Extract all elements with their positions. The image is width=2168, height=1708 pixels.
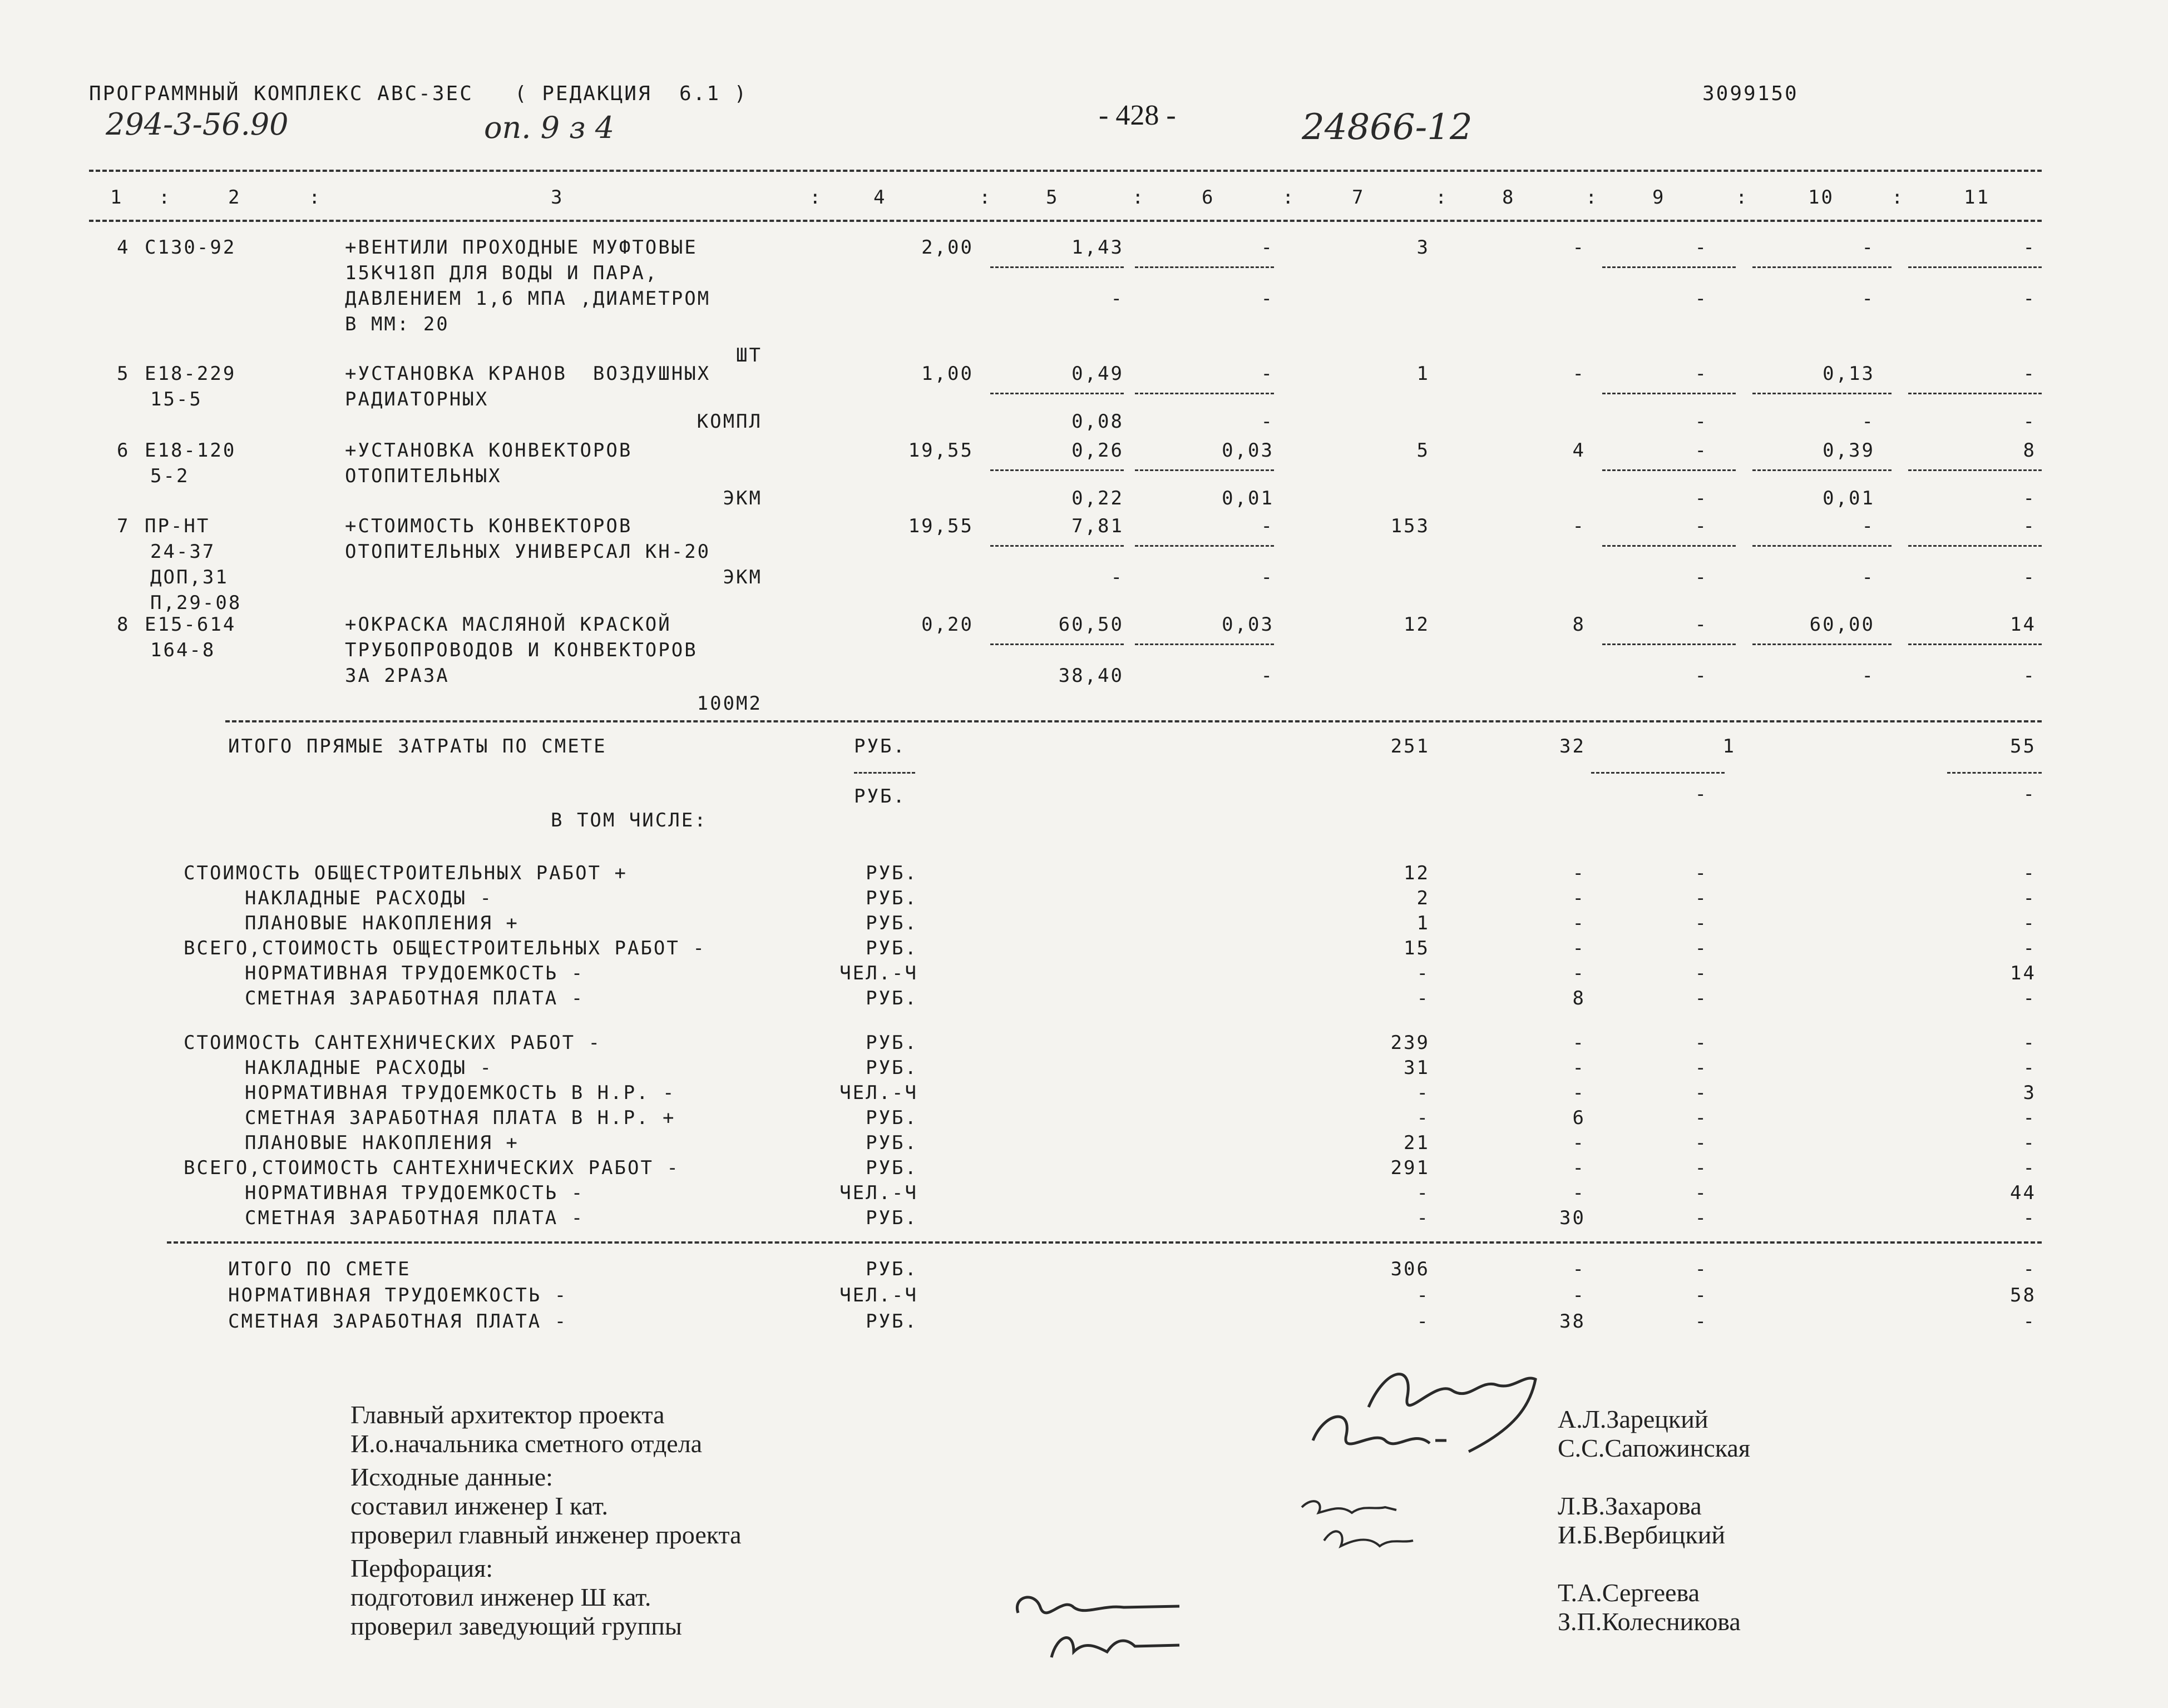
- row-c5-lower: 38,40: [1058, 665, 1124, 687]
- row-quantity: 0,20: [921, 613, 974, 636]
- row-c5: 0,26: [1071, 439, 1124, 462]
- total-direct-c9: 1: [1722, 735, 1736, 758]
- summary-c9: -: [1695, 1107, 1708, 1129]
- row-c6-separator: [1135, 393, 1274, 394]
- summary-label: СМЕТНАЯ ЗАРАБОТНАЯ ПЛАТА -: [245, 987, 585, 1009]
- summary-unit: ЧЕЛ.-Ч: [839, 1082, 918, 1104]
- row-c5-separator: [990, 393, 1124, 394]
- summary-unit: РУБ.: [866, 1107, 918, 1129]
- signature-chief-architect: [1302, 1346, 1558, 1468]
- row-code: Е18-120: [145, 439, 236, 462]
- summary-unit: РУБ.: [866, 912, 918, 934]
- row-c6: -: [1261, 363, 1274, 385]
- row-c6: -: [1261, 515, 1274, 537]
- name-verbitsky: И.Б.Вербицкий: [1558, 1521, 1725, 1549]
- row-c9: -: [1695, 363, 1708, 385]
- summary-label: ПЛАНОВЫЕ НАКОПЛЕНИЯ +: [245, 1132, 519, 1154]
- row-c7: 1: [1416, 363, 1430, 385]
- header-rule: [89, 220, 2042, 222]
- row-c9: -: [1695, 515, 1708, 537]
- row-c8: -: [1572, 515, 1586, 537]
- summary-c9: -: [1695, 1207, 1708, 1229]
- summary-c8: -: [1572, 937, 1586, 959]
- row-c8: -: [1572, 236, 1586, 259]
- signature-sergeeva: [1001, 1574, 1191, 1669]
- column-header-3: 3: [551, 186, 564, 209]
- summary-unit: РУБ.: [866, 937, 918, 959]
- program-title: ПРОГРАММНЫЙ КОМПЛЕКС АВС-ЗЕС ( РЕДАКЦИЯ 6.1 ): [89, 82, 748, 105]
- row-c9: -: [1695, 439, 1708, 462]
- summary-label: ВСЕГО,СТОИМОСТЬ САНТЕХНИЧЕСКИХ РАБОТ -: [184, 1157, 680, 1179]
- row-number: 8: [117, 613, 130, 636]
- total-direct-unit: РУБ.: [854, 735, 906, 758]
- total-direct-c9b: -: [1695, 783, 1708, 805]
- final-summary-rule: [167, 1241, 2042, 1244]
- row-c6-separator: [1135, 545, 1274, 547]
- row-description: В ММ: 20: [345, 313, 450, 335]
- summary-c9: -: [1695, 962, 1708, 984]
- name-sapozhinskaya: С.С.Сапожинская: [1558, 1434, 1750, 1462]
- column-header-6: 6: [1202, 186, 1215, 209]
- row-c10-separator: [1752, 393, 1892, 394]
- row-c10-lower: 0,01: [1823, 487, 1875, 509]
- summary-unit: РУБ.: [866, 987, 918, 1009]
- summary-c7: -: [1416, 962, 1430, 984]
- row-unit: ШТ: [736, 344, 762, 367]
- summary-c7: -: [1416, 1107, 1430, 1129]
- summary-c9: -: [1695, 937, 1708, 959]
- row-c10-lower: -: [1861, 288, 1875, 310]
- row-c6-separator: [1135, 643, 1274, 645]
- total-direct-c7: 251: [1390, 735, 1430, 758]
- summary-c11: 3: [2023, 1082, 2036, 1104]
- row-c11-separator: [1908, 393, 2042, 394]
- total-direct-c11b: -: [2023, 783, 2036, 805]
- title-compiled-by: составил инженер I кат.: [350, 1492, 609, 1520]
- row-code: 164-8: [150, 639, 216, 661]
- summary-label: ИТОГО ПО СМЕТЕ: [228, 1258, 411, 1280]
- row-description: ЗА 2РАЗА: [345, 665, 450, 687]
- summary-c9: -: [1695, 1057, 1708, 1079]
- row-code: Е18-229: [145, 363, 236, 385]
- row-c9-separator: [1602, 266, 1736, 268]
- row-c6-lower: -: [1261, 566, 1274, 588]
- top-rule: [89, 170, 2042, 172]
- total-direct-unit-2: РУБ.: [854, 785, 906, 808]
- summary-c9: -: [1695, 987, 1708, 1009]
- row-c11-lower: -: [2023, 288, 2036, 310]
- row-c5-lower: -: [1110, 566, 1124, 588]
- total-direct-c8: 32: [1559, 735, 1586, 758]
- summary-c7: -: [1416, 1284, 1430, 1306]
- row-c11: -: [2023, 515, 2036, 537]
- row-c6-lower: -: [1261, 665, 1274, 687]
- row-c9-separator: [1602, 393, 1736, 394]
- summary-unit: ЧЕЛ.-Ч: [839, 962, 918, 984]
- summary-c9: -: [1695, 912, 1708, 934]
- row-unit: ЭКМ: [723, 487, 762, 509]
- summary-unit: РУБ.: [866, 1057, 918, 1079]
- row-c9-separator: [1602, 469, 1736, 471]
- title-checked-by-group-head: проверил заведующий группы: [350, 1612, 682, 1640]
- row-c10-separator: [1752, 545, 1892, 547]
- row-c10: -: [1861, 236, 1875, 259]
- total-direct-c9-separator: [1591, 772, 1725, 774]
- row-quantity: 1,00: [921, 363, 974, 385]
- row-description: ДАВЛЕНИЕМ 1,6 МПА ,ДИАМЕТРОМ: [345, 288, 711, 310]
- row-description: +ОКРАСКА МАСЛЯНОЙ КРАСКОЙ: [345, 613, 671, 636]
- column-separator: :: [1282, 186, 1296, 209]
- column-header-1: 1: [110, 186, 124, 209]
- row-c10: 0,13: [1823, 363, 1875, 385]
- title-checked-by-chief-engineer: проверил главный инженер проекта: [350, 1521, 742, 1549]
- document-id: 3099150: [1702, 82, 1799, 105]
- summary-unit: РУБ.: [866, 1132, 918, 1154]
- row-c9-separator: [1602, 643, 1736, 645]
- summary-c8: -: [1572, 1258, 1586, 1280]
- summary-unit: РУБ.: [866, 1258, 918, 1280]
- row-code: 15-5: [150, 388, 203, 410]
- row-c5-separator: [990, 469, 1124, 471]
- sheet-ref-handwritten: оп. 9 з 4: [484, 110, 615, 145]
- summary-label: НОРМАТИВНАЯ ТРУДОЕМКОСТЬ -: [228, 1284, 568, 1306]
- row-description: ОТОПИТЕЛЬНЫХ УНИВЕРСАЛ КН-20: [345, 541, 711, 563]
- summary-c7: 15: [1404, 937, 1430, 959]
- summary-c7: -: [1416, 1082, 1430, 1104]
- summary-unit: ЧЕЛ.-Ч: [839, 1284, 918, 1306]
- summary-c11: -: [2023, 1032, 2036, 1054]
- row-c5-separator: [990, 643, 1124, 645]
- row-c5: 0,49: [1071, 363, 1124, 385]
- row-c11-separator: [1908, 266, 2042, 268]
- summary-c8: -: [1572, 962, 1586, 984]
- row-description: +УСТАНОВКА КОНВЕКТОРОВ: [345, 439, 633, 462]
- summary-c7: 31: [1404, 1057, 1430, 1079]
- summary-c11: -: [2023, 887, 2036, 909]
- row-description: 15КЧ18П ДЛЯ ВОДЫ И ПАРА,: [345, 262, 659, 284]
- summary-c11: -: [2023, 912, 2036, 934]
- row-c11: -: [2023, 363, 2036, 385]
- summary-c7: -: [1416, 1310, 1430, 1333]
- summary-c7: -: [1416, 1182, 1430, 1204]
- total-direct-c11: 55: [2010, 735, 2036, 758]
- summary-c7: -: [1416, 987, 1430, 1009]
- page-number: - 428 -: [1099, 100, 1176, 131]
- summary-unit: РУБ.: [866, 1310, 918, 1333]
- signature-zakharova: [1291, 1479, 1458, 1563]
- row-c9-lower: -: [1695, 566, 1708, 588]
- column-header-9: 9: [1652, 186, 1666, 209]
- row-c9-lower: -: [1695, 487, 1708, 509]
- summary-label: ПЛАНОВЫЕ НАКОПЛЕНИЯ +: [245, 912, 519, 934]
- column-separator: :: [979, 186, 992, 209]
- column-header-10: 10: [1808, 186, 1834, 209]
- summary-label: НОРМАТИВНАЯ ТРУДОЕМКОСТЬ В Н.Р. -: [245, 1082, 676, 1104]
- row-code: Е15-614: [145, 613, 236, 636]
- row-c7: 3: [1416, 236, 1430, 259]
- row-c10-lower: -: [1861, 410, 1875, 433]
- total-direct-label: ИТОГО ПРЯМЫЕ ЗАТРАТЫ ПО СМЕТЕ: [228, 735, 607, 758]
- row-c5-separator: [990, 266, 1124, 268]
- row-c5-lower: 0,08: [1071, 410, 1124, 433]
- summary-unit: РУБ.: [866, 1207, 918, 1229]
- row-code: 24-37: [150, 541, 216, 563]
- row-c6: 0,03: [1222, 613, 1274, 636]
- summary-c9: -: [1695, 1082, 1708, 1104]
- row-c6-separator: [1135, 469, 1274, 471]
- summary-c11: -: [2023, 1207, 2036, 1229]
- column-separator: :: [1892, 186, 1905, 209]
- summary-unit: РУБ.: [866, 887, 918, 909]
- summary-c9: -: [1695, 1284, 1708, 1306]
- summary-c9: -: [1695, 862, 1708, 884]
- row-c5-lower: -: [1110, 288, 1124, 310]
- row-c11-separator: [1908, 469, 2042, 471]
- row-c5: 60,50: [1058, 613, 1124, 636]
- summary-c11: -: [2023, 1310, 2036, 1333]
- row-number: 5: [117, 363, 130, 385]
- title-prepared-by: подготовил инженер Ш кат.: [350, 1583, 651, 1611]
- row-c9-lower: -: [1695, 665, 1708, 687]
- summary-label: СМЕТНАЯ ЗАРАБОТНАЯ ПЛАТА В Н.Р. +: [245, 1107, 676, 1129]
- row-description: +СТОИМОСТЬ КОНВЕКТОРОВ: [345, 515, 633, 537]
- row-description: ТРУБОПРОВОДОВ И КОНВЕКТОРОВ: [345, 639, 698, 661]
- row-c9: -: [1695, 613, 1708, 636]
- row-c10-separator: [1752, 469, 1892, 471]
- row-c11-separator: [1908, 643, 2042, 645]
- row-quantity: 19,55: [908, 515, 974, 537]
- row-c11-separator: [1908, 545, 2042, 547]
- row-c5-lower: 0,22: [1071, 487, 1124, 509]
- row-c10: 60,00: [1809, 613, 1875, 636]
- summary-unit: РУБ.: [866, 1032, 918, 1054]
- row-c11: 14: [2010, 613, 2036, 636]
- column-header-5: 5: [1046, 186, 1059, 209]
- column-separator: :: [1586, 186, 1599, 209]
- row-quantity: 19,55: [908, 439, 974, 462]
- name-sergeeva: Т.А.Сергеева: [1558, 1578, 1700, 1607]
- row-c10-separator: [1752, 266, 1892, 268]
- row-c7: 153: [1390, 515, 1430, 537]
- row-c9-separator: [1602, 545, 1736, 547]
- summary-c8: -: [1572, 1082, 1586, 1104]
- title-perforation: Перфорация:: [350, 1554, 493, 1582]
- body-end-rule: [225, 720, 2042, 722]
- summary-c7: 1: [1416, 912, 1430, 934]
- column-header-8: 8: [1502, 186, 1515, 209]
- row-code: 5-2: [150, 465, 190, 487]
- summary-c8: -: [1572, 1057, 1586, 1079]
- summary-c7: 12: [1404, 862, 1430, 884]
- row-c10: 0,39: [1823, 439, 1875, 462]
- row-number: 4: [117, 236, 130, 259]
- row-c10-separator: [1752, 643, 1892, 645]
- summary-c11: 44: [2010, 1182, 2036, 1204]
- title-source-data: Исходные данные:: [350, 1463, 553, 1491]
- summary-c11: -: [2023, 1057, 2036, 1079]
- row-c6-lower: -: [1261, 288, 1274, 310]
- row-c6: 0,03: [1222, 439, 1274, 462]
- summary-c8: 6: [1572, 1107, 1586, 1129]
- doc-number-handwritten: 24866-12: [1302, 107, 1473, 148]
- column-header-2: 2: [228, 186, 241, 209]
- row-c6-lower: -: [1261, 410, 1274, 433]
- row-c9-lower: -: [1695, 410, 1708, 433]
- row-c7: 5: [1416, 439, 1430, 462]
- summary-c7: 239: [1390, 1032, 1430, 1054]
- summary-unit: ЧЕЛ.-Ч: [839, 1182, 918, 1204]
- row-description: ОТОПИТЕЛЬНЫХ: [345, 465, 502, 487]
- summary-c9: -: [1695, 1258, 1708, 1280]
- summary-c8: -: [1572, 912, 1586, 934]
- summary-c9: -: [1695, 1132, 1708, 1154]
- total-direct-c11-separator: [1947, 772, 2042, 774]
- column-separator: :: [809, 186, 823, 209]
- row-description: +ВЕНТИЛИ ПРОХОДНЫЕ МУФТОВЫЕ: [345, 236, 698, 259]
- summary-c7: 291: [1390, 1157, 1430, 1179]
- summary-label: НОРМАТИВНАЯ ТРУДОЕМКОСТЬ -: [245, 1182, 585, 1204]
- name-zakharova: Л.В.Захарова: [1558, 1492, 1702, 1520]
- row-code: П,29-08: [150, 592, 242, 614]
- row-c5-separator: [990, 545, 1124, 547]
- row-code: ДОП,31: [150, 566, 229, 588]
- row-unit: КОМПЛ: [697, 410, 762, 433]
- summary-c9: -: [1695, 1032, 1708, 1054]
- summary-c8: 8: [1572, 987, 1586, 1009]
- summary-c8: -: [1572, 1182, 1586, 1204]
- summary-label: НОРМАТИВНАЯ ТРУДОЕМКОСТЬ -: [245, 962, 585, 984]
- summary-c11: -: [2023, 987, 2036, 1009]
- summary-label: ВСЕГО,СТОИМОСТЬ ОБЩЕСТРОИТЕЛЬНЫХ РАБОТ -: [184, 937, 706, 959]
- name-zaretsky: А.Л.Зарецкий: [1558, 1405, 1708, 1433]
- summary-c8: -: [1572, 887, 1586, 909]
- summary-label: НАКЛАДНЫЕ РАСХОДЫ -: [245, 1057, 493, 1079]
- total-direct-unit-separator: [854, 772, 915, 774]
- row-c5: 7,81: [1071, 515, 1124, 537]
- name-kolesnikova: З.П.Колесникова: [1558, 1607, 1741, 1636]
- row-c11: 8: [2023, 439, 2036, 462]
- summary-unit: РУБ.: [866, 862, 918, 884]
- row-unit: 100М2: [697, 692, 762, 715]
- summary-c9: -: [1695, 1157, 1708, 1179]
- column-header-4: 4: [873, 186, 887, 209]
- summary-c8: -: [1572, 862, 1586, 884]
- row-number: 6: [117, 439, 130, 462]
- row-description: РАДИАТОРНЫХ: [345, 388, 489, 410]
- column-separator: :: [1435, 186, 1449, 209]
- row-c5: 1,43: [1071, 236, 1124, 259]
- summary-c11: -: [2023, 1132, 2036, 1154]
- row-c11-lower: -: [2023, 566, 2036, 588]
- title-acting-head: И.о.начальника сметного отдела: [350, 1429, 703, 1458]
- column-separator: :: [1736, 186, 1749, 209]
- including-label: В ТОМ ЧИСЛЕ:: [551, 809, 708, 831]
- row-c8: -: [1572, 363, 1586, 385]
- column-separator: :: [159, 186, 172, 209]
- row-c9-lower: -: [1695, 288, 1708, 310]
- summary-c8: -: [1572, 1284, 1586, 1306]
- row-c11: -: [2023, 236, 2036, 259]
- summary-c11: 14: [2010, 962, 2036, 984]
- summary-label: СТОИМОСТЬ ОБЩЕСТРОИТЕЛЬНЫХ РАБОТ +: [184, 862, 628, 884]
- row-c11-lower: -: [2023, 487, 2036, 509]
- row-c6-lower: 0,01: [1222, 487, 1274, 509]
- summary-c8: 30: [1559, 1207, 1586, 1229]
- summary-c7: 306: [1390, 1258, 1430, 1280]
- project-code-handwritten: 294-3-56.90: [106, 107, 289, 142]
- row-c6: -: [1261, 236, 1274, 259]
- summary-c9: -: [1695, 887, 1708, 909]
- row-c8: 8: [1572, 613, 1586, 636]
- row-c8: 4: [1572, 439, 1586, 462]
- summary-c7: -: [1416, 1207, 1430, 1229]
- row-c11-lower: -: [2023, 410, 2036, 433]
- summary-c11: -: [2023, 1107, 2036, 1129]
- signature-titles: [350, 1400, 742, 1641]
- summary-c9: -: [1695, 1310, 1708, 1333]
- row-description: +УСТАНОВКА КРАНОВ ВОЗДУШНЫХ: [345, 363, 711, 385]
- summary-c11: -: [2023, 1258, 2036, 1280]
- row-c6-separator: [1135, 266, 1274, 268]
- row-unit: ЭКМ: [723, 566, 762, 588]
- row-c10-lower: -: [1861, 665, 1875, 687]
- summary-label: СТОИМОСТЬ САНТЕХНИЧЕСКИХ РАБОТ -: [184, 1032, 602, 1054]
- column-separator: :: [1132, 186, 1145, 209]
- column-header-7: 7: [1352, 186, 1365, 209]
- row-code: ПР-НТ: [145, 515, 210, 537]
- row-code: С130-92: [145, 236, 236, 259]
- row-number: 7: [117, 515, 130, 537]
- row-c10: -: [1861, 515, 1875, 537]
- row-c7: 12: [1404, 613, 1430, 636]
- summary-c11: -: [2023, 1157, 2036, 1179]
- summary-c7: 21: [1404, 1132, 1430, 1154]
- row-c11-lower: -: [2023, 665, 2036, 687]
- column-separator: :: [309, 186, 322, 209]
- summary-label: НАКЛАДНЫЕ РАСХОДЫ -: [245, 887, 493, 909]
- column-header-11: 11: [1964, 186, 1990, 209]
- summary-c7: 2: [1416, 887, 1430, 909]
- summary-c11: -: [2023, 937, 2036, 959]
- summary-c9: -: [1695, 1182, 1708, 1204]
- row-quantity: 2,00: [921, 236, 974, 259]
- summary-label: СМЕТНАЯ ЗАРАБОТНАЯ ПЛАТА -: [245, 1207, 585, 1229]
- summary-c8: 38: [1559, 1310, 1586, 1333]
- row-c9: -: [1695, 236, 1708, 259]
- summary-c8: -: [1572, 1132, 1586, 1154]
- row-c10-lower: -: [1861, 566, 1875, 588]
- summary-c8: -: [1572, 1157, 1586, 1179]
- summary-unit: РУБ.: [866, 1157, 918, 1179]
- summary-c11: -: [2023, 862, 2036, 884]
- summary-c8: -: [1572, 1032, 1586, 1054]
- title-chief-architect: Главный архитектор проекта: [350, 1400, 665, 1429]
- summary-label: СМЕТНАЯ ЗАРАБОТНАЯ ПЛАТА -: [228, 1310, 568, 1333]
- summary-c11: 58: [2010, 1284, 2036, 1306]
